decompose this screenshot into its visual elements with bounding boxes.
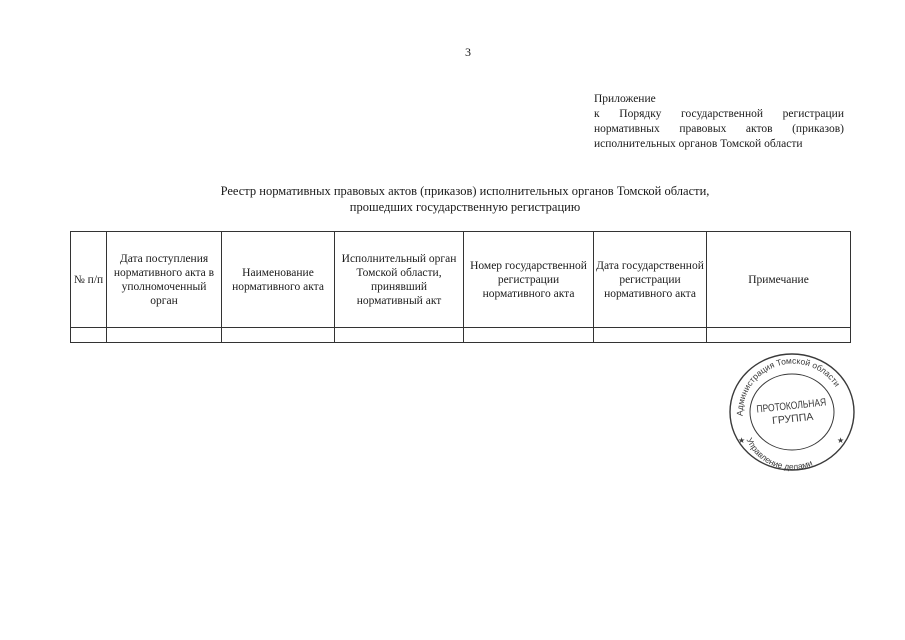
star-icon: ★: [837, 436, 845, 445]
appendix-line-1: Приложение: [594, 93, 656, 105]
header-act-name: Наименование нормативного акта: [222, 232, 335, 328]
table-header-row: [71, 232, 851, 328]
stamp-rings: [730, 354, 854, 470]
table-cell: [222, 328, 335, 343]
stamp-ring-top-text: Администрация Томской области: [734, 355, 843, 417]
table-cell: [107, 328, 222, 343]
title-line-2: прошедших государственную регистрацию: [349, 200, 581, 214]
table-cell: [707, 328, 851, 343]
star-icon: ★: [738, 436, 746, 445]
registry-table: [70, 231, 851, 343]
stamp-seal: [725, 350, 859, 474]
table-cell: [71, 328, 107, 343]
stamp-center-line-2: ГРУППА: [771, 410, 814, 428]
appendix-note: [594, 92, 844, 152]
header-registration-date: Дата государственной регистрации нормативного акта: [594, 232, 707, 328]
page-number: 3: [465, 45, 471, 59]
header-note: Примечание: [707, 232, 851, 328]
header-receipt-date: Дата поступления нормативного акта в уполномоченный орган: [107, 232, 222, 328]
table-cell: [594, 328, 707, 343]
stamp-center-line-1: ПРОТОКОЛЬНАЯ: [755, 394, 844, 416]
stamp-ring-bottom-text: Управление делами: [744, 435, 814, 472]
appendix-line-4: исполнительных органов Томской области: [594, 138, 803, 150]
table-cell: [335, 328, 464, 343]
table-cell: [464, 328, 594, 343]
header-executive-body: Исполнительный орган Томской области, принявший нормативный акт: [335, 232, 464, 328]
appendix-line-2: к Порядку государственной регистрации: [594, 108, 844, 120]
appendix-line-3: нормативных правовых актов (приказов): [594, 123, 844, 135]
official-stamp: [725, 350, 859, 474]
title-line-1: Реестр нормативных правовых актов (приказов) исполнительных органов Томской области,: [220, 184, 710, 198]
document-title: [150, 183, 780, 215]
header-number: № п/п: [71, 232, 107, 328]
header-registration-number: Номер государственной регистрации нормативного акта: [464, 232, 594, 328]
table-row: [71, 328, 851, 343]
